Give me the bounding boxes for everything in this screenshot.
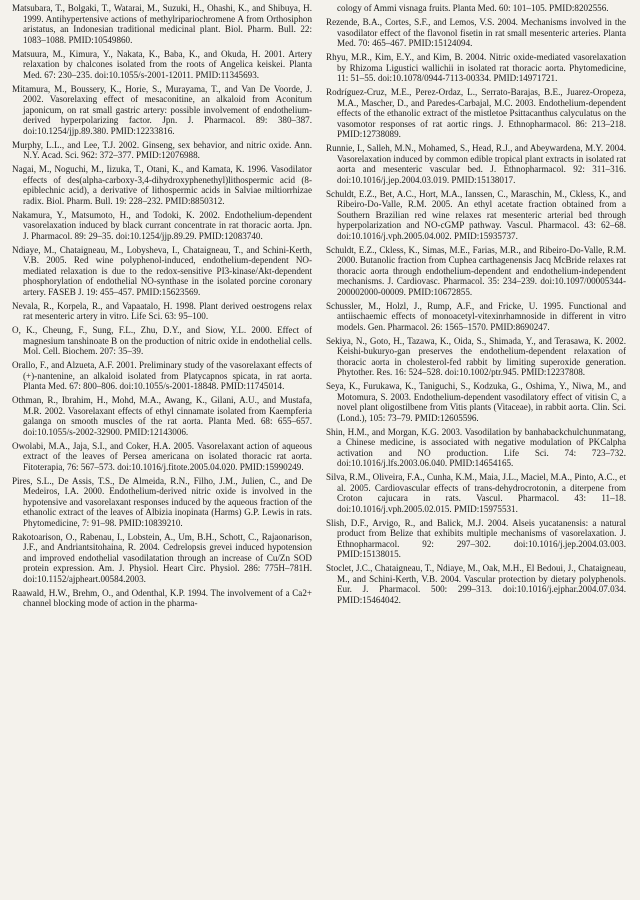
reference-entry: Rakotoarison, O., Rabenau, I., Lobstein, A., Um, B.H., Schott, C., Rajaonarison, J.F., and Andriantsitohaina, R. 2004. Cedrelopsis grevei induced hypotension and improved endothelial vasodilatation through an increase of Cu/Zn SOD protein expression. Am. J. Physiol. Heart Circ. Physiol. 286: 775H–781H. doi:10.1152/ajpheart.00584.2003. bbox=[12, 531, 312, 584]
reference-entry: Matsubara, T., Bolgaki, T., Watarai, M., Suzuki, H., Ohashi, K., and Shibuya, H. 1999. Antihypertensive actions of methylripariochromene A from Orthosiphon aristatus, an Indonesian traditional medicinal plant. Biol. Pharm. Bull. 22: 1083–1088. PMID:10549860. bbox=[12, 3, 312, 45]
reference-entry: Schussler, M., Holzl, J., Rump, A.F., and Fricke, U. 1995. Functional and antiischaemic effects of monoacetyl-vitexinrhamnoside in different in vitro models. Gen. Pharmacol. 26: 1565–1570. PMID:8690247. bbox=[326, 300, 626, 332]
left-column bbox=[12, 3, 312, 900]
reference-entry: Nevala, R., Korpela, R., and Vapaatalo, H. 1998. Plant derived oestrogens relax rat mesenteric artery in vitro. Life Sci. 63: 95–100. bbox=[12, 300, 312, 321]
reference-entry-continued: cology of Ammi visnaga fruits. Planta Med. 60: 101–105. PMID:8202556. bbox=[337, 3, 609, 13]
reference-entry: Rezende, B.A., Cortes, S.F., and Lemos, V.S. 2004. Mechanisms involved in the vasodilator effect of the flavonol fisetin in rat small mesenteric arteries. Planta Med. 70: 465–467. PMID:15124094. bbox=[326, 17, 626, 48]
reference-entry: Nagai, M., Noguchi, M., Iizuka, T., Otani, K., and Kamata, K. 1996. Vasodilator effects of des(alpha-carboxy-3,4-dihydroxyphenethyl)lithospermic acid (8-epiblechnic acid), a derivative of lithospermic acids in Salviae miltiorrhizae radix. Biol. Pharm. Bull. 19: 228–232. PMID:8850312. bbox=[12, 164, 312, 206]
reference-entry: Sekiya, N., Goto, H., Tazawa, K., Oida, S., Shimada, Y., and Terasawa, K. 2002. Keishi-bukuryo-gan preserves the endothelium-dependent relaxation of thoracic aorta in cholesterol-fed rabbit by limiting superoxide generation. Phytother. Res. 16: 524–528. doi:10.1002/ptr.945. PMID:12237808. bbox=[326, 335, 626, 377]
reference-entry: Nakamura, Y., Matsumoto, H., and Todoki, K. 2002. Endothelium-dependent vasorelaxation induced by black currant concentrate in rat thoracic aorta. Jpn. J. Pharmacol. 89: 29–35. doi:10.1254/jjp.89.29. PMID:12083740. bbox=[12, 209, 312, 241]
reference-entry: Seya, K., Furukawa, K., Taniguchi, S., Kodzuka, G., Oshima, Y., Niwa, M., and Motomura, S. 2003. Endothelium-dependent vasodilatory effect of vitisin C, a novel plant oligostilbene from Vitis plants (Vitaceae), in rabbit aorta. Clin. Sci. (Lond.), 105: 73–79. PMID:12605596. bbox=[326, 381, 626, 423]
reference-entry: Pires, S.L., De Assis, T.S., De Almeida, R.N., Filho, J.M., Julien, C., and De Medeiros, I.A. 2000. Endothelium-derived nitric oxide is involved in the hypotensive and vasorelaxant responses induced by the aqueous fraction of the ethanolic extract of the leaves of Albizia inopinata (Harms) G.P. Lewis in rats. Phytomedicine, 7: 91–98. PMID:10839210. bbox=[12, 475, 312, 528]
reference-entry: Stoclet, J.C., Chataigneau, T., Ndiaye, M., Oak, M.H., El Bedoui, J., Chataigneau, M., and Schini-Kerth, V.B. 2004. Vascular protection by dietary polyphenols. Eur. J. Pharmacol. 500: 299–313. doi:10.1016/j.ejphar.2004.07.034. PMID:15464042. bbox=[326, 563, 626, 605]
reference-entry: Matsuura, M., Kimura, Y., Nakata, K., Baba, K., and Okuda, H. 2001. Artery relaxation by chalcones isolated from the roots of Angelica keiskei. Planta Med. 67: 230–235. doi:10.1055/s-2001-12011. PMID:11345693. bbox=[12, 48, 312, 80]
reference-entry: Slish, D.F., Arvigo, R., and Balick, M.J. 2004. Alseis yucatanensis: a natural product from Belize that exhibits multiple mechanisms of vasorelaxation. J. Ethnopharmacol. 92: 297–302. doi:10.1016/j.jep.2004.03.003. PMID:15138015. bbox=[326, 517, 626, 559]
reference-entry: Othman, R., Ibrahim, H., Mohd, M.A., Awang, K., Gilani, A.U., and Mustafa, M.R. 2002. Vasorelaxant effects of ethyl cinnamate isolated from Kaempferia galanga on smooth muscles of the rat aorta. Planta Med. 68: 655–657. doi:10.1055/s-2002-32900. PMID:12143006. bbox=[12, 395, 312, 437]
reference-entry: Owolabi, M.A., Jaja, S.I., and Coker, H.A. 2005. Vasorelaxant action of aqueous extract of the leaves of Persea americana on isolated thoracic rat aorta. Fitoterapia, 76: 567–573. doi:10.1016/j.fitote.2005.04.020. PMID:15990249. bbox=[12, 440, 312, 472]
right-column bbox=[326, 3, 626, 900]
reference-entry: Ndiaye, M., Chataigneau, M., Lobysheva, I., Chataigneau, T., and Schini-Kerth, V.B. 2005. Red wine polyphenol-induced, endothelium-dependent NO-mediated relaxation is due to the redox-sensitive PI3-kinase/Akt-dependent phosphorylation of endothelial NO-synthase in the isolated porcine coronary artery. FASEB J. 19: 455–457. PMID:15623569. bbox=[12, 244, 312, 297]
reference-entry: Raawald, H.W., Brehm, O., and Odenthal, K.P. 1994. The involvement of a Ca2+ channel blocking mode of action in the pharma- bbox=[12, 587, 312, 608]
reference-entry: Shin, H.M., and Morgan, K.G. 2003. Vasodilation by banhabackchulchunmatang, a Chinese medicine, is associated with negative modulation of PKCalpha activation and NO production. Life Sci. 74: 723–732. doi:10.1016/j.lfs.2003.06.040. PMID:14654165. bbox=[326, 426, 626, 468]
reference-entry: Schuldt, E.Z., Bet, A.C., Hort, M.A., Ianssen, C., Maraschin, M., Ckless, K., and Ribeiro-Do-Valle, R.M. 2005. An ethyl acetate fraction obtained from a Southern Brazilian red wine relaxes rat mesenteric arterial bed through hyperpolarization and NO-cGMP pathway. Vascul. Pharmacol. 43: 62–68. doi:10.1016/j.vph.2005.04.002. PMID:15935737. bbox=[326, 188, 626, 241]
reference-entry: Murphy, L.L., and Lee, T.J. 2002. Ginseng, sex behavior, and nitric oxide. Ann. N.Y. Acad. Sci. 962: 372–377. PMID:12076988. bbox=[12, 139, 312, 160]
reference-entry: Mitamura, M., Boussery, K., Horie, S., Murayama, T., and Van De Voorde, J. 2002. Vasorelaxing effect of mesaconitine, an alkaloid from Aconitum japonicum, on rat small gastric artery: possible involvement of endothelium-derived hyperpolarizing factor. Jpn. J. Pharmacol. 89: 380–387. doi:10.1254/jjp.89.380. PMID:12233816. bbox=[12, 83, 312, 136]
reference-entry: O, K., Cheung, F., Sung, F.L., Zhu, D.Y., and Siow, Y.L. 2000. Effect of magnesium tanshinoate B on the production of nitric oxide in endothelial cells. Mol. Cell. Biochem. 207: 35–39. bbox=[12, 325, 312, 356]
reference-entry: Rodríguez-Cruz, M.E., Perez-Ordaz, L., Serrato-Barajas, B.E., Juarez-Oropeza, M.A., Mascher, D., and Paredes-Carbajal, M.C. 2003. Endothelium-dependent effects of the ethanolic extract of the mistletoe Psittacanthus calyculatus on the vasomotor responses of rat aortic rings. J. Ethnopharmacol. 86: 213–218. PMID:12738089. bbox=[326, 87, 626, 139]
reference-entry: Orallo, F., and Alzueta, A.F. 2001. Preliminary study of the vasorelaxant effects of (+)-nantenine, an alkaloid isolated from Platycapnos spicata, in rat aorta. Planta Med. 67: 800–806. doi:10.1055/s-2001-18848. PMID:11745014. bbox=[12, 360, 312, 391]
reference-entry: Silva, R.M., Oliveira, F.A., Cunha, K.M., Maia, J.L., Maciel, M.A., Pinto, A.C., et al. 2005. Cardiovascular effects of trans-dehydrocrotonin, a diterpene from Croton cajucara in rats. Vascul. Pharmacol. 43: 11–18. doi:10.1016/j.vph.2005.02.015. PMID:15975531. bbox=[326, 472, 626, 514]
reference-entry: Runnie, I., Salleh, M.N., Mohamed, S., Head, R.J., and Abeywardena, M.Y. 2004. Vasorelaxation induced by common edible tropical plant extracts in isolated rat aorta and mesenteric vascular bed. J. Ethnopharmacol. 92: 311–316. doi:10.1016/j.jep.2004.03.019. PMID:15138017. bbox=[326, 143, 626, 185]
reference-entry: Schuldt, E.Z., Ckless, K., Simas, M.E., Farias, M.R., and Ribeiro-Do-Valle, R.M. 2000. Butanolic fraction from Cuphea carthagenensis Jacq McBride relaxes rat thoracic aorta through endothelium-dependent and endothelium-independent mechanisms. J. Cardiovasc. Pharmacol. 35: 234–239. doi:10.1097/00005344-200002000-00009. PMID:10672855. bbox=[326, 244, 626, 297]
reference-entry: Rhyu, M.R., Kim, E.Y., and Kim, B. 2004. Nitric oxide-mediated vasorelaxation by Rhizoma Ligustici wallichii in isolated rat thoracic aorta. Phytomedicine, 11: 51–55. doi:10.1078/0944-7113-00334. PMID:14971721. bbox=[326, 52, 626, 83]
